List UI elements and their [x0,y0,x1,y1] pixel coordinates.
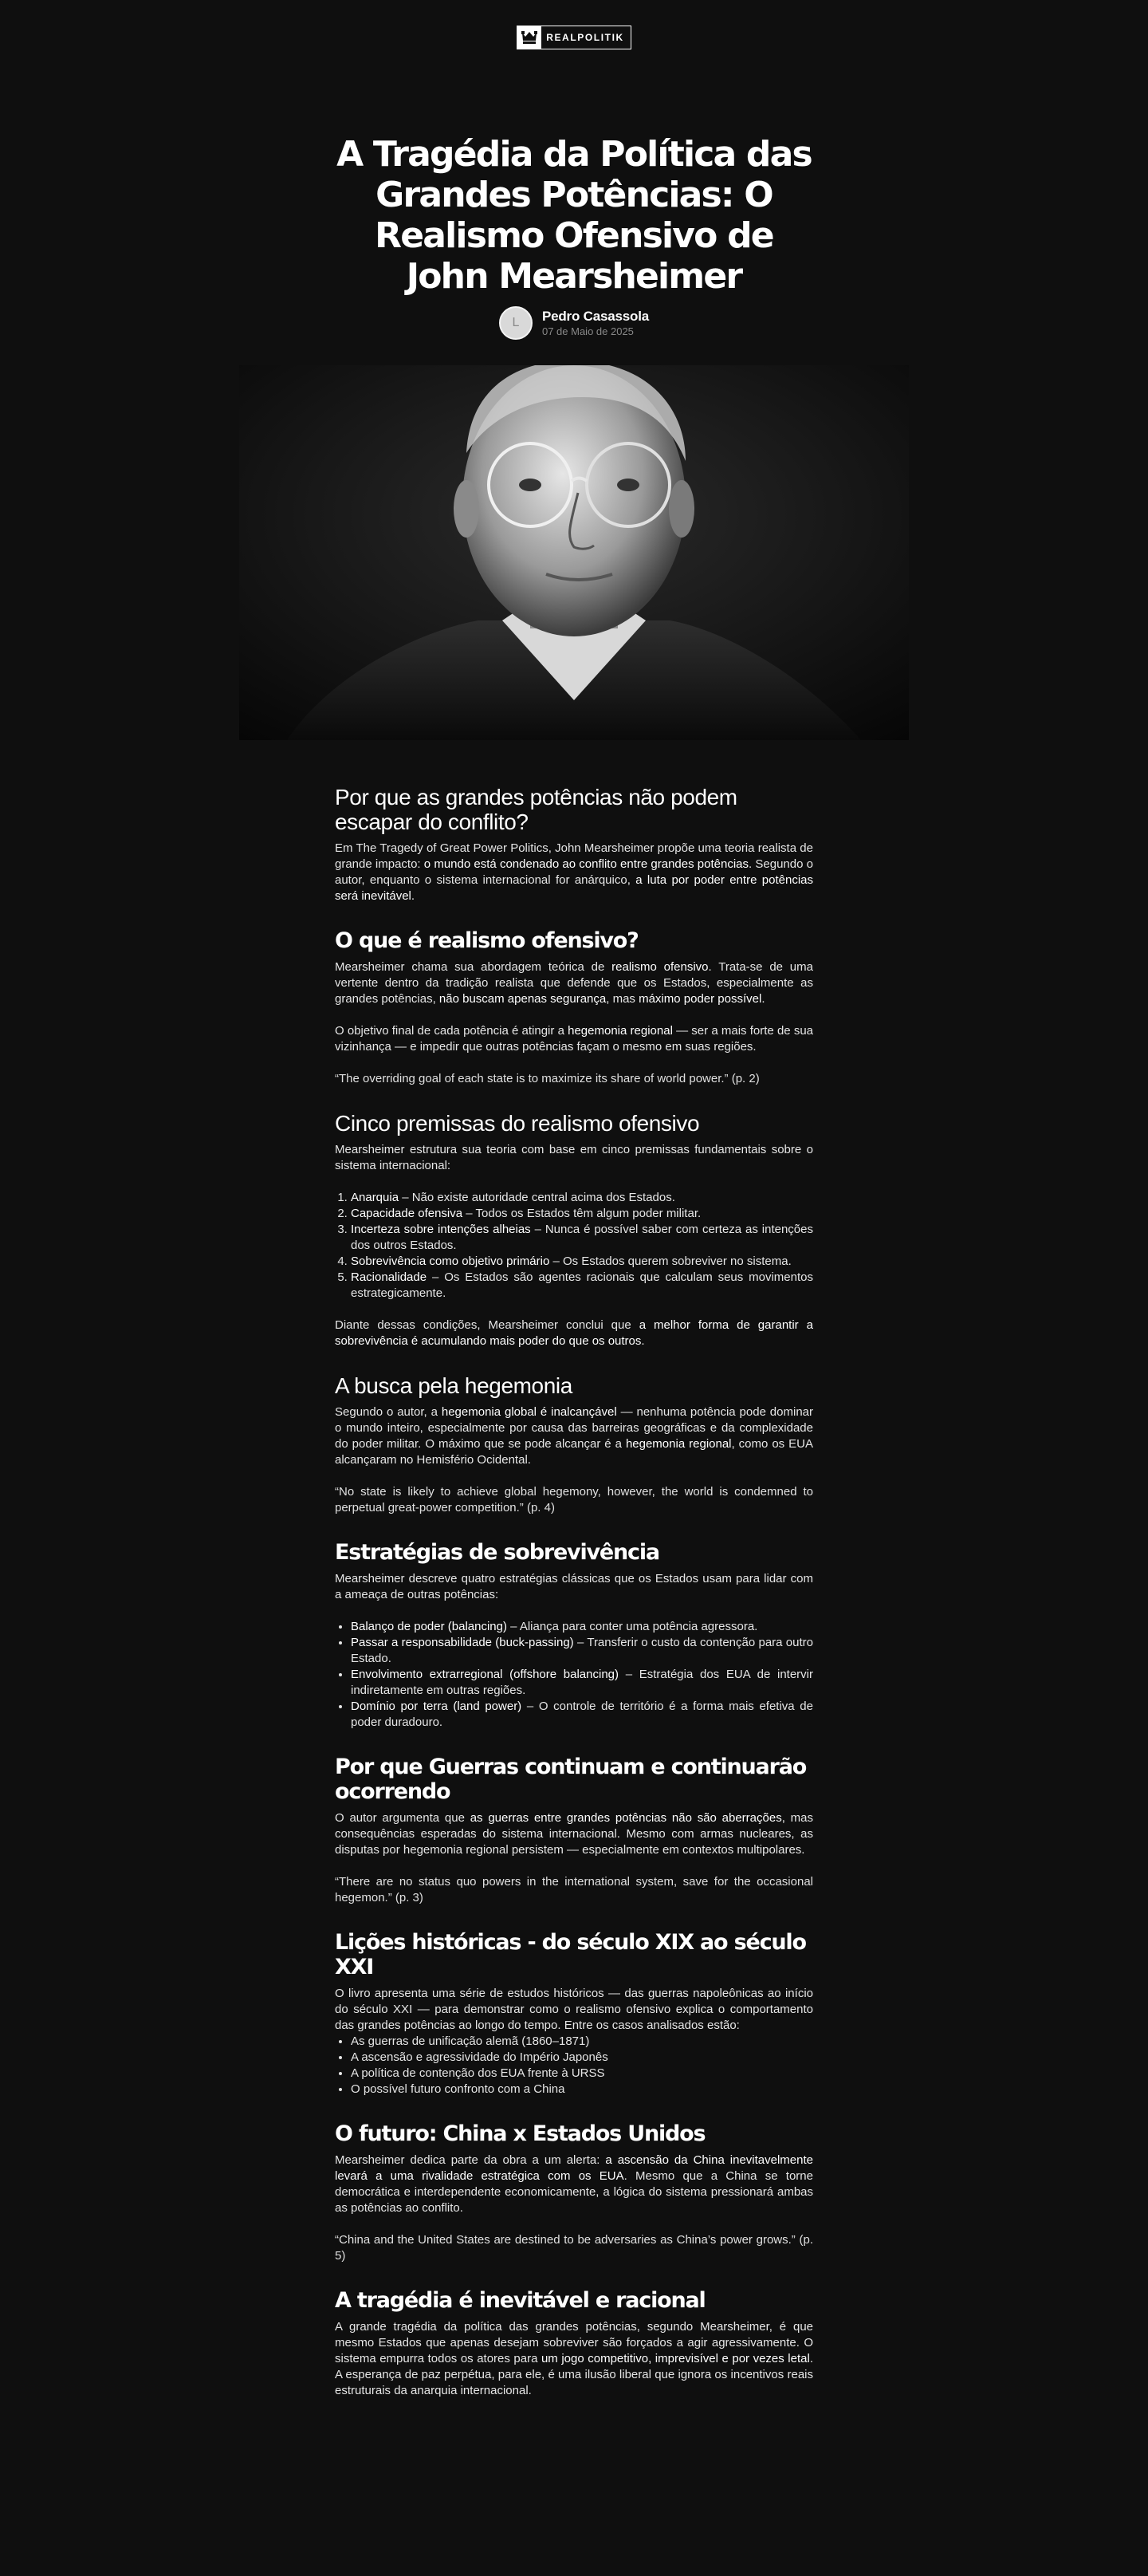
article-section [335,1111,813,1349]
article-section [335,1373,813,1516]
text-run: A grande tragédia da política das grandes potências, segundo Mearsheimer, é que mesmo Estados que apenas desejam sobreviver são forçados a agir agressivamente. O sistema empurra todos os atores para [335,2320,813,2365]
emphasis-text: Sobrevivência como objetivo primário [351,1255,550,1268]
text-run: O autor argumenta que [335,1811,470,1825]
text-run: O objetivo final de cada potência é atingir a [335,1024,568,1038]
list-item [351,2082,813,2097]
list-item [351,1206,813,1222]
emphasis-text: Domínio por terra (land power) [351,1700,522,1713]
section-conclusion [335,1318,813,1349]
emphasis-text: não buscam apenas segurança [438,992,607,1006]
text-run: – Não existe autoridade central acima dos Estados. [399,1191,675,1204]
author-name[interactable]: Pedro Casassola [541,309,649,324]
text-run: , como os EUA alcançaram no Hemisfério Ocidental. [335,1437,813,1467]
list-item [351,1254,813,1270]
section-heading: A tragédia é inevitável e racional [335,2288,706,2313]
emphasis-text: máximo poder possível [639,992,762,1006]
text-run: . Mesmo que a China se torne democrática e interdependente economicamente, a lógica do sistema pressionará ambas as potências ao conflito. [335,2169,813,2215]
paragraph [335,1404,813,1468]
avatar[interactable]: L [499,306,533,340]
emphasis-text: hegemonia regional [625,1437,732,1451]
text-run: “China and the United States are destined to be adversaries as China’s power grows.” (p. 5) [335,2233,813,2263]
article-body [335,785,813,2399]
quote-paragraph [335,1484,813,1516]
article-title: A Tragédia da Política das Grandes Potências: O Realismo Ofensivo de John Mearsheimer [336,134,812,297]
text-run: Mearsheimer chama sua abordagem teórica de [335,960,612,974]
list-item [351,1635,813,1667]
text-run: . Trata-se de uma vertente dentro da tradição realista que defende que os Estados, especialmente as grandes potências, [335,960,813,1006]
text-run: A política de contenção dos EUA frente à URSS [351,2066,605,2080]
emphasis-text: a melhor forma de garantir a sobrevivência é acumulando mais poder do que os outros [335,1318,813,1348]
article-section [335,1540,813,1731]
section-heading: Por que as grandes potências não podem escapar do conflito? [335,785,737,834]
article-section [335,2121,813,2264]
text-run: . [411,889,415,903]
section-heading: A busca pela hegemonia [335,1373,572,1398]
text-run: – Transferir o custo da contenção para outro Estado. [351,1636,813,1665]
text-run: . [641,1334,645,1348]
list-item [351,1270,813,1302]
section-heading: O que é realismo ofensivo? [335,928,639,953]
text-run: O livro apresenta uma série de estudos históricos — das guerras napoleônicas ao início do século XXI — para demonstrar como o realismo ofensivo explica o comportamento das grandes potências ao longo do tempo. Entre os casos analisados estão: [335,1987,813,2032]
list-item [351,2050,813,2066]
list-item [351,2066,813,2082]
list-item [351,1222,813,1254]
emphasis-text: um jogo competitivo, imprevisível e por vezes letal [541,2352,810,2365]
list-item [351,1699,813,1731]
article-hero [335,134,813,340]
crown-icon [517,26,541,49]
article-section [335,1930,813,2097]
text-run: . Segundo o autor, enquanto o sistema internacional for anárquico, [335,857,813,887]
section-heading: Cinco premissas do realismo ofensivo [335,1111,700,1136]
paragraph [335,1986,813,2034]
text-run: “No state is likely to achieve global hegemony, however, the world is condemned to perpetual great-power competition.” (p. 4) [335,1485,813,1514]
emphasis-text: hegemonia regional [568,1024,673,1038]
text-run: O possível futuro confronto com a China [351,2082,565,2096]
brand-logo[interactable] [517,26,631,49]
text-run: . A esperança de paz perpétua, para ele, é uma ilusão liberal que ignora os incentivos reais estruturais da anarquia internacional. [335,2352,813,2397]
text-run: – Nunca é possível saber com certeza as intenções dos outros Estados. [351,1223,813,1252]
section-list [335,1619,813,1731]
emphasis-text: Incerteza sobre intenções alheias [351,1223,531,1236]
section-list [335,2034,813,2097]
emphasis-text: o mundo está condenado ao conflito entre grandes potências [423,857,749,871]
section-intro: Mearsheimer estrutura sua teoria com base em cinco premissas fundamentais sobre o sistema internacional: [335,1143,813,1172]
author-byline [335,306,813,340]
text-run: “There are no status quo powers in the international system, save for the occasional hegemon.” (p. 3) [335,1875,813,1904]
text-run: – O controle de território é a forma mais efetiva de poder duradouro. [351,1700,813,1729]
section-heading: O futuro: China x Estados Unidos [335,2121,706,2146]
brand-name: REALPOLITIK [546,32,624,43]
emphasis-text: a luta por poder entre potências será inevitável [335,873,813,903]
text-run: “The overriding goal of each state is to maximize its share of world power.” (p. 2) [335,1072,760,1085]
text-run: – Estratégia dos EUA de intervir indiretamente em outras regiões. [351,1668,813,1697]
list-item [351,1619,813,1635]
article-section [335,2288,813,2399]
text-run: – Todos os Estados têm algum poder militar. [462,1207,702,1220]
text-run: . [761,992,765,1006]
emphasis-text: Capacidade ofensiva [351,1207,463,1220]
paragraph [335,841,813,904]
paragraph [335,959,813,1007]
publish-date: 07 de Maio de 2025 [541,325,634,337]
text-run: — ser a mais forte de sua vizinhança — e impedir que outras potências façam o mesmo em suas regiões. [335,1024,814,1054]
section-heading: Por que Guerras continuam e continuarão ocorrendo [335,1755,807,1804]
emphasis-text: Balanço de poder (balancing) [351,1620,507,1633]
list-item [351,2034,813,2050]
site-header [0,0,1148,88]
emphasis-text: realismo ofensivo [611,960,709,974]
emphasis-text: Racionalidade [351,1270,427,1284]
quote-paragraph [335,2232,813,2264]
quote-paragraph [335,1071,813,1087]
text-run: — nenhuma potência pode dominar o mundo inteiro, especialmente por causa das barreiras geográficas e da complexidade do poder militar. O máximo que se pode alcançar é a [335,1405,813,1451]
paragraph [335,2319,813,2399]
article-section [335,928,813,1087]
section-heading: Estratégias de sobrevivência [335,1540,659,1565]
text-run: Diante dessas condições, Mearsheimer conclui que [335,1318,639,1332]
paragraph [335,1023,813,1055]
text-run: , mas consequências esperadas do sistema internacional. Mesmo com armas nucleares, as disputas por hegemonia regional persistem — especialmente em contextos multipolares. [335,1811,813,1857]
emphasis-text: hegemonia global é inalcançável [441,1405,617,1419]
list-item [351,1190,813,1206]
text-run: – Os Estados querem sobreviver no sistema. [549,1255,792,1268]
emphasis-text: Passar a responsabilidade (buck-passing) [351,1636,574,1649]
text-run: , mas [606,992,639,1006]
paragraph [335,1810,813,1858]
section-list [335,1190,813,1302]
text-run: A ascensão e agressividade do Império Japonês [351,2050,608,2064]
cover-portrait-image [239,365,909,740]
text-run: Mearsheimer dedica parte da obra a um alerta: [335,2153,606,2167]
text-run: – Os Estados são agentes racionais que calculam seus movimentos estrategicamente. [351,1270,813,1300]
text-run: – Aliança para conter uma potência agressora. [506,1620,758,1633]
section-intro: Mearsheimer descreve quatro estratégias clássicas que os Estados usam para lidar com a ameaça de outras potências: [335,1572,813,1601]
text-run: Segundo o autor, a [335,1405,442,1419]
quote-paragraph [335,1874,813,1906]
article-section [335,785,813,904]
emphasis-text: as guerras entre grandes potências não são aberrações [470,1811,782,1825]
emphasis-text: a ascensão da China inevitavelmente levará a uma rivalidade estratégica com os EUA [335,2153,813,2183]
text-run: Em The Tragedy of Great Power Politics, John Mearsheimer propõe uma teoria realista de grande impacto: [335,841,813,871]
article-section [335,1755,813,1906]
text-run: As guerras de unificação alemã (1860–1871) [351,2034,590,2048]
paragraph [335,2153,813,2216]
list-item [351,1667,813,1699]
emphasis-text: Envolvimento extrarregional (offshore balancing) [351,1668,619,1681]
emphasis-text: Anarquia [351,1191,399,1204]
section-heading: Lições históricas - do século XIX ao século XXI [335,1930,806,1979]
